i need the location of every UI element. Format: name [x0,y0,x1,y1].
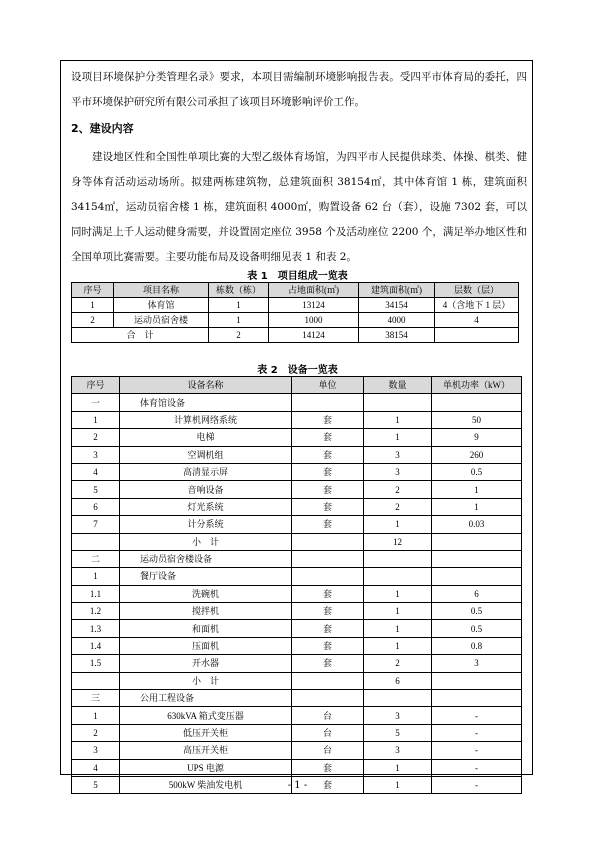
t2-cell-unit: 套 [292,446,364,463]
section-row [72,394,522,411]
t2-cell-name: 开水器 [120,655,292,672]
t2-cell-name: 小 计 [120,672,292,689]
t2-header-qty: 数量 [364,377,432,394]
table-row [72,498,522,515]
section-row [72,690,522,707]
t1-cell: 4000 [359,313,435,328]
t2-cell-power: 0.03 [432,516,522,533]
t2-cell-unit: 套 [292,411,364,428]
t2-cell-unit: 套 [292,603,364,620]
table1-caption: 表 1 项目组成一览表 [247,271,348,282]
t2-cell-name: 低压开关柜 [120,724,292,741]
t2-cell-unit [292,568,364,585]
t2-cell-power: 260 [432,446,522,463]
t2-cell-name: 500kW 柴油发电机 [120,776,292,793]
section-heading: 2、建设内容 [71,122,134,135]
t2-cell-name: 高清显示屏 [120,463,292,480]
t2-cell-name: 630kVA 箱式变压器 [120,707,292,724]
table2-caption: 表 2 设备一览表 [257,365,338,376]
t2-cell-no: 1.3 [72,620,120,637]
t2-cell-unit [292,672,364,689]
t1-header-floor-area: 建筑面积(㎡) [359,283,435,298]
t2-cell-name: 洗碗机 [120,585,292,602]
t1-total-buildings: 2 [209,328,269,343]
t2-cell-qty: 2 [364,655,432,672]
t2-cell-no: 3 [72,742,120,759]
t2-cell-qty: 3 [364,446,432,463]
t2-cell-power: 9 [432,429,522,446]
t1-total-floors [435,328,519,343]
t2-header-name: 设备名称 [120,377,292,394]
t2-cell-power: 1 [432,498,522,515]
t2-cell-power: - [432,776,522,793]
t1-cell: 4 [435,313,519,328]
t2-cell-unit: 套 [292,429,364,446]
table2-header-row [72,377,522,394]
t1-cell: 13124 [269,298,359,313]
t1-header-land-area: 占地面积(㎡) [269,283,359,298]
table-row [72,313,519,328]
table-row [72,637,522,654]
t2-cell-unit: 套 [292,481,364,498]
table-row [72,411,522,428]
t2-cell-name: 灯光系统 [120,498,292,515]
t2-cell-no: 5 [72,481,120,498]
t1-cell: 1000 [269,313,359,328]
t2-cell-name: 计算机网络系统 [120,411,292,428]
t2-cell-name: 和面机 [120,620,292,637]
t2-cell-name: 运动员宿舍楼设备 [120,550,292,567]
t2-cell-qty: 1 [364,620,432,637]
t1-cell: 2 [72,313,114,328]
subtotal-row [72,533,522,550]
table-row [72,759,522,776]
t2-cell-power: - [432,724,522,741]
t2-cell-qty: 3 [364,742,432,759]
t2-cell-name: 压面机 [120,637,292,654]
t2-cell-name: 高压开关柜 [120,742,292,759]
t2-cell-no: 2 [72,429,120,446]
t1-cell: 体育馆 [114,298,209,313]
t2-cell-name: UPS 电源 [120,759,292,776]
t2-cell-unit: 套 [292,637,364,654]
t2-cell-no [72,672,120,689]
t2-cell-unit: 台 [292,742,364,759]
t1-header-buildings: 栋数（栋） [209,283,269,298]
table-row [72,724,522,741]
t2-cell-no: 1 [72,707,120,724]
t2-cell-unit: 套 [292,498,364,515]
table-row [72,429,522,446]
t2-cell-no: 1 [72,568,120,585]
t2-cell-qty: 6 [364,672,432,689]
t2-cell-power: 3 [432,655,522,672]
t2-cell-unit [292,690,364,707]
t2-cell-unit [292,394,364,411]
t2-cell-qty: 1 [364,776,432,793]
t2-cell-no: 1.1 [72,585,120,602]
t2-cell-qty: 2 [364,498,432,515]
t2-cell-qty: 3 [364,463,432,480]
table-row [72,742,522,759]
t1-total-floor-area: 38154 [359,328,435,343]
t1-header-no: 序号 [72,283,114,298]
t2-cell-no: 二 [72,550,120,567]
t2-cell-qty: 1 [364,637,432,654]
t2-cell-qty: 2 [364,481,432,498]
table-row [72,620,522,637]
table-row [72,446,522,463]
t2-cell-no: 2 [72,724,120,741]
t2-cell-qty [364,568,432,585]
table-row [72,603,522,620]
t2-cell-name: 体育馆设备 [120,394,292,411]
t2-cell-name: 小 计 [120,533,292,550]
t2-cell-qty: 3 [364,707,432,724]
t2-cell-no: 1.2 [72,603,120,620]
t2-cell-qty: 1 [364,429,432,446]
t2-cell-name: 公用工程设备 [120,690,292,707]
t2-cell-qty: 5 [364,724,432,741]
t2-cell-power: - [432,707,522,724]
project-composition-table [71,282,519,343]
t2-cell-power: 0.5 [432,603,522,620]
t2-cell-power: 0.5 [432,620,522,637]
t1-cell: 1 [72,298,114,313]
t2-cell-power [432,672,522,689]
t2-cell-qty: 1 [364,585,432,602]
t2-cell-no: 5 [72,776,120,793]
t2-cell-unit: 套 [292,516,364,533]
t2-cell-unit: 套 [292,463,364,480]
t2-cell-power [432,394,522,411]
t2-cell-power [432,533,522,550]
table1-header-row [72,283,519,298]
t2-cell-qty: 1 [364,411,432,428]
page-number: - 1 - [287,780,308,791]
table-row [72,298,519,313]
t2-cell-no: 6 [72,498,120,515]
t2-cell-power: 0.5 [432,463,522,480]
t2-cell-power [432,568,522,585]
t1-cell: 4（含地下 1 层） [435,298,519,313]
t2-cell-no: 7 [72,516,120,533]
t2-header-no: 序号 [72,377,120,394]
t1-cell: 34154 [359,298,435,313]
t2-cell-unit: 台 [292,724,364,741]
t2-cell-unit [292,533,364,550]
t2-cell-qty: 1 [364,759,432,776]
t2-cell-power: - [432,759,522,776]
t1-cell: 运动员宿舍楼 [114,313,209,328]
t2-cell-qty [364,550,432,567]
section-row [72,550,522,567]
t2-header-power: 单机功率（kW） [432,377,522,394]
t2-cell-no: 1.5 [72,655,120,672]
t2-cell-qty: 1 [364,603,432,620]
t2-cell-power: 0.8 [432,637,522,654]
t2-cell-power: 6 [432,585,522,602]
t2-cell-name: 搅拌机 [120,603,292,620]
t2-cell-no: 一 [72,394,120,411]
t2-cell-qty [364,690,432,707]
t2-cell-unit: 套 [292,620,364,637]
t2-cell-unit: 套 [292,776,364,793]
subtotal-row [72,672,522,689]
t1-cell: 1 [209,298,269,313]
t2-cell-name: 计分系统 [120,516,292,533]
table-row [72,463,522,480]
t2-cell-qty: 1 [364,516,432,533]
paragraph-construction: 建设地区性和全国性单项比赛的大型乙级体育场馆，为四平市人民提供球类、体操、棋类、健身等体育活动运动场所。拟建两栋建筑物，总建筑面积 38154㎡，其中体育馆 1 栋，建筑面积 34154㎡，运动员宿舍楼 1 栋，建筑面积 4000㎡，购置设备 62 台（套），设施 7302 套，可以同时满足上千人运动健身需要，并设置固定座位 3958 个及活动座位 2200 个，满足举办地区性和全国单项比赛需要。主要功能布局及设备明细见表 1 和表 2。 [71,151,527,263]
t2-cell-power: 50 [432,411,522,428]
t1-total-label: 合 计 [72,328,209,343]
equipment-table [71,376,522,794]
t2-cell-no [72,533,120,550]
t2-cell-power: 1 [432,481,522,498]
table1-total-row [72,328,519,343]
section-row [72,568,522,585]
t2-cell-unit: 套 [292,585,364,602]
table-row [72,481,522,498]
table-row [72,516,522,533]
table-row [72,585,522,602]
t2-cell-no: 1.4 [72,637,120,654]
t2-cell-unit: 套 [292,759,364,776]
t2-cell-no: 4 [72,759,120,776]
t2-cell-name: 空调机组 [120,446,292,463]
t2-cell-power: - [432,742,522,759]
t1-header-floors: 层数（层） [435,283,519,298]
t1-header-name: 项目名称 [114,283,209,298]
t2-cell-qty [364,394,432,411]
t2-cell-power [432,550,522,567]
t2-cell-unit: 台 [292,707,364,724]
t2-cell-no: 3 [72,446,120,463]
t2-cell-no: 4 [72,463,120,480]
t1-total-land-area: 14124 [269,328,359,343]
t2-cell-unit [292,550,364,567]
t2-cell-power [432,690,522,707]
t2-cell-no: 三 [72,690,120,707]
table-row [72,655,522,672]
equipment-table-body [72,394,522,794]
t2-cell-unit: 套 [292,655,364,672]
t1-cell: 1 [209,313,269,328]
t2-cell-no: 1 [72,411,120,428]
t2-cell-qty: 12 [364,533,432,550]
t2-cell-name: 餐厅设备 [120,568,292,585]
t2-cell-name: 音响设备 [120,481,292,498]
table-row [72,707,522,724]
t2-cell-name: 电梯 [120,429,292,446]
paragraph-intro: 设项目环境保护分类管理名录》要求，本项目需编制环境影响报告表。受四平市体育局的委托，四平市环境保护研究所有限公司承担了该项目环境影响评价工作。 [71,71,527,108]
t2-header-unit: 单位 [292,377,364,394]
